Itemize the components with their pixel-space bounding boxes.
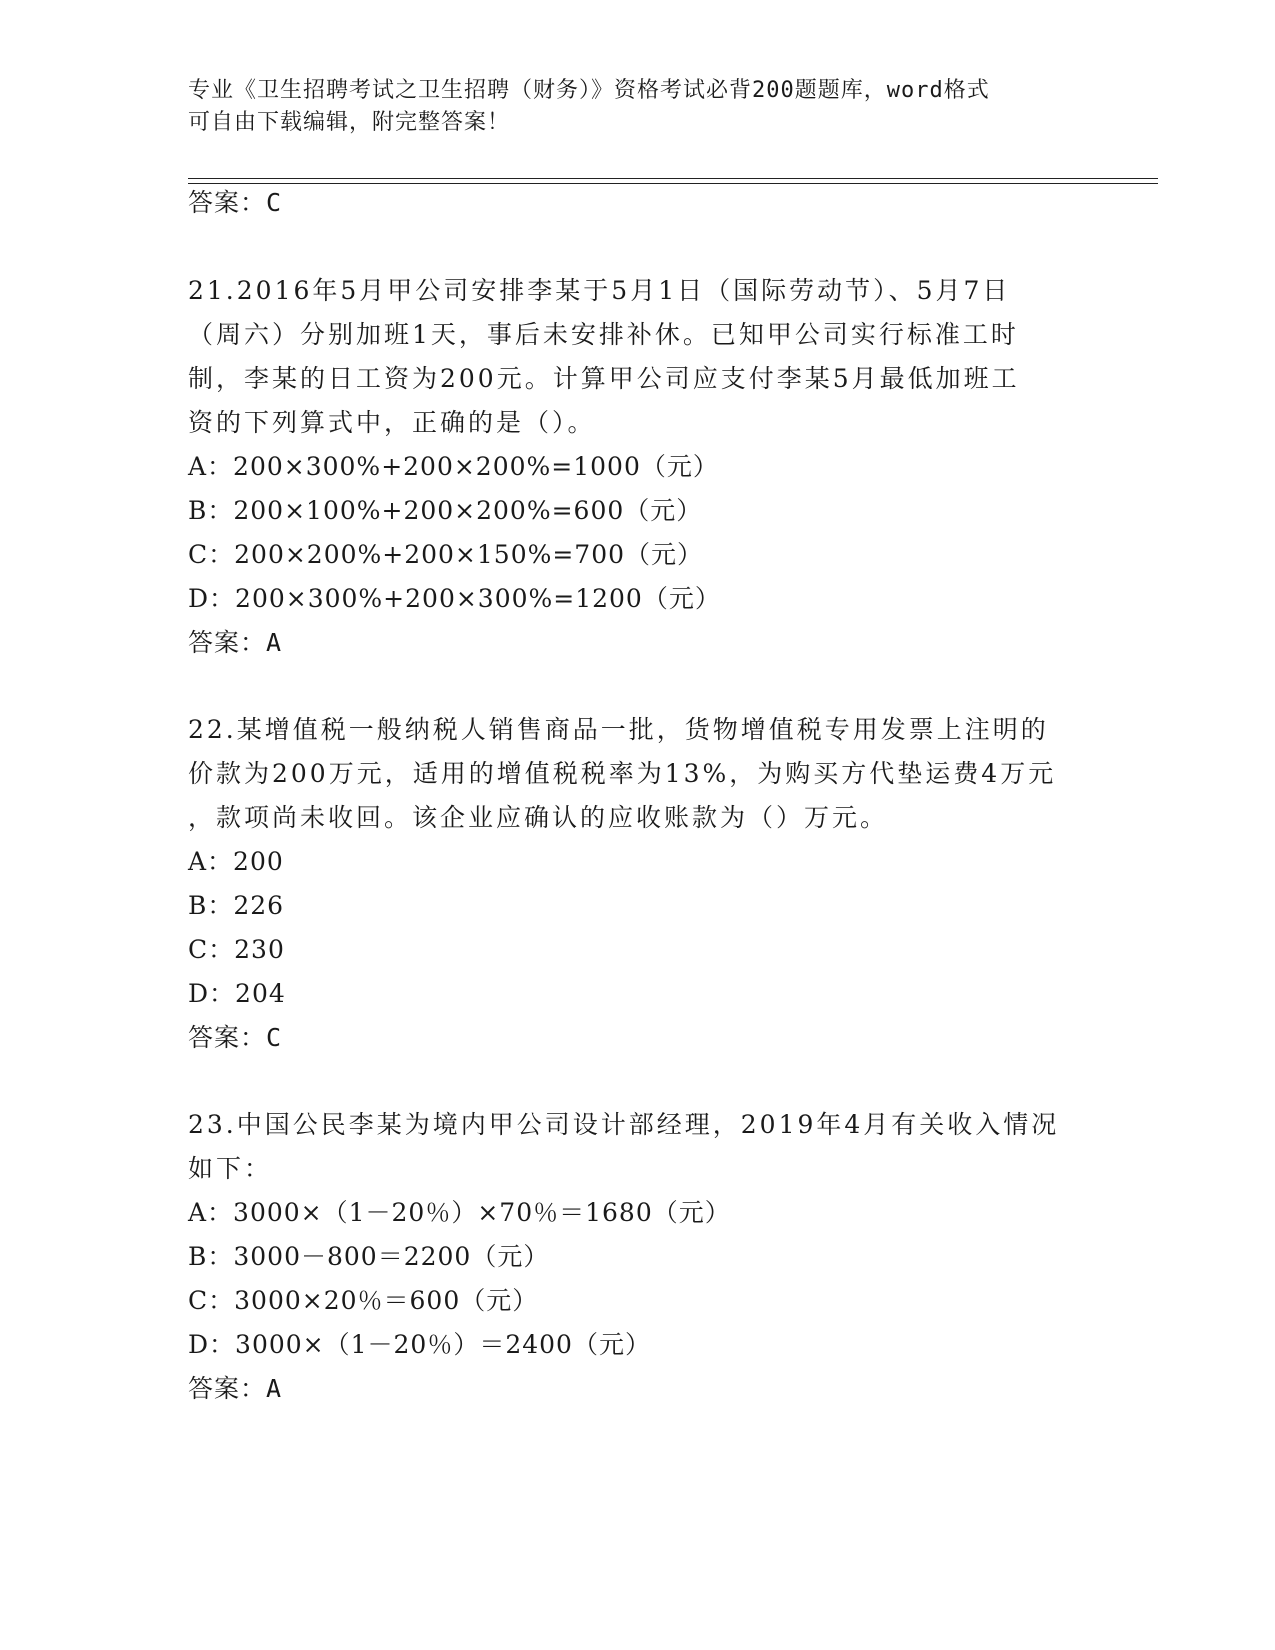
header-divider-top: [188, 178, 1158, 179]
question-21-stem-line-3: 制，李某的日工资为200元。计算甲公司应支付李某5月最低加班工: [188, 364, 1020, 393]
header-divider-bottom: [188, 183, 1158, 184]
question-21-option-c: C：200×200%+200×150%=700（元）: [188, 540, 704, 569]
question-23-option-b: B：3000－800＝2200（元）: [188, 1242, 550, 1271]
question-22-option-d: D：204: [188, 979, 286, 1008]
question-23-option-d: D：3000×（1－20％）＝2400（元）: [188, 1330, 651, 1359]
question-21-stem-line-2: （周六）分别加班1天，事后未安排补休。已知甲公司实行标准工时: [188, 320, 1019, 349]
header-line-1: 专业《卫生招聘考试之卫生招聘（财务）》资格考试必背200题题库，word格式: [188, 78, 990, 103]
question-21-stem-line-1: 21.2016年5月甲公司安排李某于5月1日（国际劳动节）、5月7日: [188, 276, 1011, 305]
question-22-stem-line-2: 价款为200万元，适用的增值税税率为13%，为购买方代垫运费4万元: [188, 759, 1057, 788]
question-21-stem-line-4: 资的下列算式中，正确的是（）。: [188, 408, 596, 437]
question-22-stem-line-3: ，款项尚未收回。该企业应确认的应收账款为（）万元。: [188, 803, 889, 832]
question-22-option-b: B：226: [188, 891, 285, 920]
question-21-option-d: D：200×300%+200×300%=1200（元）: [188, 584, 721, 613]
question-22-answer: 答案：C: [188, 1023, 283, 1052]
question-23-answer: 答案：A: [188, 1374, 283, 1403]
question-22-option-a: A：200: [188, 847, 284, 876]
question-23-option-c: C：3000×20％＝600（元）: [188, 1286, 539, 1315]
question-23-option-a: A：3000×（1－20％）×70％＝1680（元）: [188, 1198, 731, 1227]
question-21-answer: 答案：A: [188, 628, 283, 657]
question-21-option-b: B：200×100%+200×200%=600（元）: [188, 496, 703, 525]
question-21-option-a: A：200×300%+200×200%=1000（元）: [188, 452, 719, 481]
header-line-2: 可自由下载编辑，附完整答案！: [188, 110, 511, 135]
question-22-stem-line-1: 22.某增值税一般纳税人销售商品一批，货物增值税专用发票上注明的: [188, 715, 1049, 744]
previous-answer: 答案：C: [188, 188, 283, 217]
question-23-stem-line-1: 23.中国公民李某为境内甲公司设计部经理，2019年4月有关收入情况: [188, 1110, 1060, 1139]
document-header: [188, 75, 1088, 139]
question-22-option-c: C：230: [188, 935, 285, 964]
question-23-stem-line-2: 如下：: [188, 1154, 273, 1183]
